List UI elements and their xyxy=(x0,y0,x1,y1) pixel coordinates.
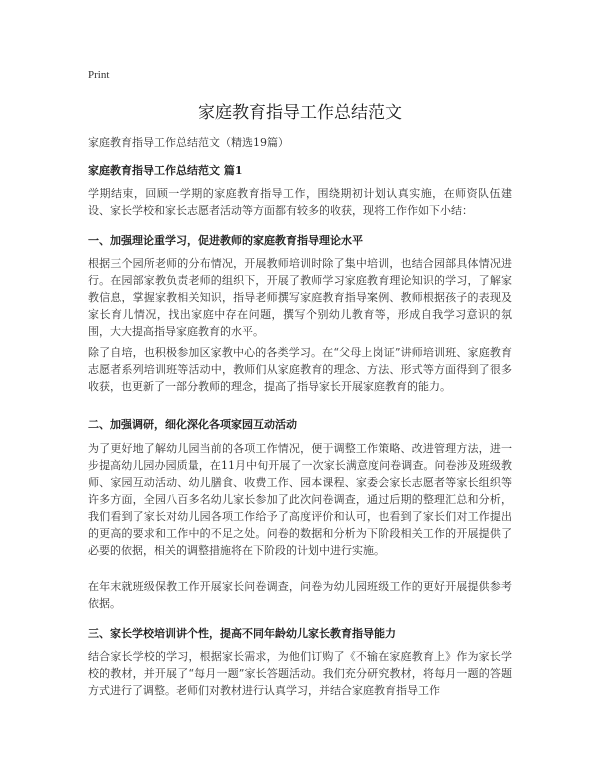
section-heading-2: 二、加强调研，细化深化各项家园互动活动 xyxy=(88,418,297,431)
page-title: 家庭教育指导工作总结范文 xyxy=(198,103,402,123)
section-1-paragraph-2: 除了自培，也积极参加区家教中心的各类学习。在“父母上岗证”讲师培训班、家庭教育志愿者系列培训班等活动中，教师们从家庭教育的理念、方法、形式等方面得到了很多收获，也更新了一部分教师的理念，提高了指导家长开展家庭教育的能力。 xyxy=(88,346,512,393)
section-1-paragraph-1: 根据三个园所老师的分布情况，开展教师培训时除了集中培训，也结合园部具体情况进行。在园部家教负责老师的组织下，开展了教师学习家庭教育理论知识的学习，了解家教信息，掌握家教相关知识，指导老师撰写家庭教育指导案例、教师根据孩子的表现及家长育儿情况，找出家庭中存在问题，撰写个别幼儿教育等，形成自我学习意识的氛围，大大提高指导家庭教育的水平。 xyxy=(88,257,512,338)
article-heading: 家庭教育指导工作总结范文 篇1 xyxy=(88,164,243,177)
intro-paragraph: 学期结束，回顾一学期的家庭教育指导工作，围绕期初计划认真实施，在师资队伍建设、家长学校和家长志愿者活动等方面都有较多的收获，现将工作作如下小结： xyxy=(88,187,512,217)
section-2-paragraph-2: 在年末就班级保教工作开展家长问卷调查，问卷为幼儿园班级工作的更好开展提供参考依据。 xyxy=(88,580,512,610)
section-heading-1: 一、加强理论重学习，促进教师的家庭教育指导理论水平 xyxy=(88,234,363,247)
section-heading-3: 三、家长学校培训讲个性，提高不同年龄幼儿家长教育指导能力 xyxy=(88,627,396,640)
section-3-paragraph-1: 结合家长学校的学习，根据家长需求，为他们订购了《不输在家庭教育上》作为家长学校的教材，并开展了“每月一题”家长答题活动。我们充分研究教材，将每月一题的答题方式进行了调整。老师们对教材进行认真学习，并结合家庭教育指导工作 xyxy=(88,650,512,697)
print-link[interactable]: Print xyxy=(88,69,110,81)
section-2-paragraph-1: 为了更好地了解幼儿园当前的各项工作情况，便于调整工作策略、改进管理方法，进一步提高幼儿园办园质量，在11月中旬开展了一次家长满意度问卷调查。问卷涉及班级教师、家园互动活动、幼儿膳食、收费工作、园本课程、家委会家长志愿者等家长组织等许多方面，全园八百多名幼儿家长参加了此次问卷调查，通过后期的整理汇总和分析，我们看到了家长对幼儿园各项工作给予了高度评价和认可，也看到了家长们对工作提出的更高的要求和工作中的不足之处。问卷的数据和分析为下阶段相关工作的开展提供了必要的依据，相关的调整措施将在下阶段的计划中进行实施。 xyxy=(88,442,512,557)
document-subtitle: 家庭教育指导工作总结范文（精选19篇） xyxy=(88,136,289,149)
